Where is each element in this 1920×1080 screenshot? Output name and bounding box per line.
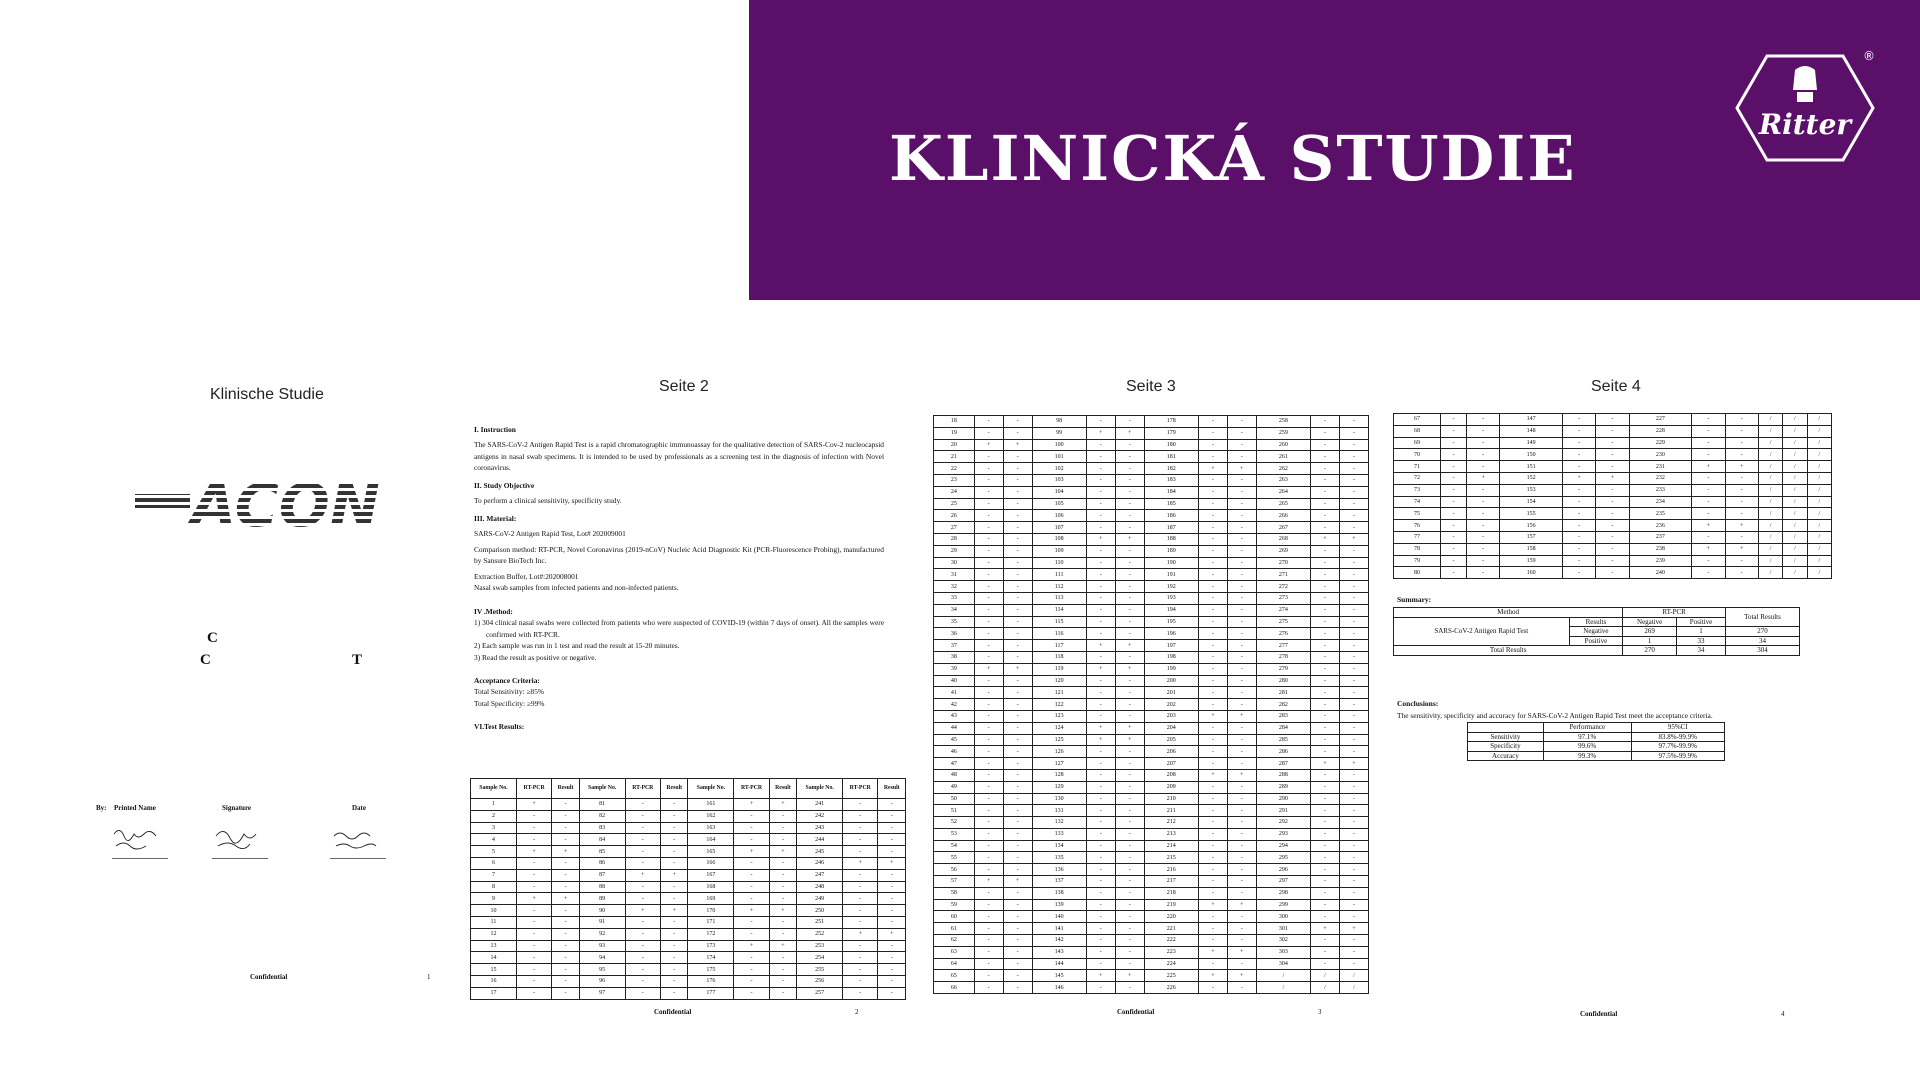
table-row: 29 - - 109 - - 189 - - 269 - -: [934, 545, 1369, 557]
page-1-number: 1: [427, 973, 431, 981]
table-row: 46 - - 126 - - 206 - - 286 - -: [934, 746, 1369, 758]
table-row: 56 - - 136 - - 216 - - 296 - -: [934, 864, 1369, 876]
table-row: 66 - - 146 - - 226 - - / / /: [934, 982, 1369, 994]
paragraph: Total Specificity: ≥99%: [474, 698, 545, 708]
svg-text:Ritter: Ritter: [1758, 108, 1852, 141]
table-row: 45 - - 125 + + 205 - - 285 - -: [934, 734, 1369, 746]
table-row: 42 - - 122 - - 202 - - 282 - -: [934, 699, 1369, 711]
svg-text:®: ®: [1863, 49, 1875, 63]
table-row: 71 - - 151 - - 231 + + / / /: [1394, 461, 1832, 473]
handwritten-signature: [212, 826, 282, 852]
table-row: 8 - - 88 - - 168 - - 248 - -: [471, 881, 906, 893]
table-row: 74 - - 154 - - 234 - - / / /: [1394, 496, 1832, 508]
table-row: 69 - - 149 - - 229 - - / / /: [1394, 437, 1832, 449]
signature-line: [212, 858, 268, 859]
paragraph: Extraction Buffer, Lot#:202008001: [474, 571, 579, 581]
table-row: 9 + + 89 - - 169 - - 249 - -: [471, 893, 906, 905]
table-row: 11 - - 91 - - 171 - - 251 - -: [471, 916, 906, 928]
table-row: 68 - - 148 - - 228 - - / / /: [1394, 425, 1832, 437]
page-2-footer: Confidential: [654, 1008, 692, 1016]
list-item: 3) Read the result as positive or negative.: [474, 652, 597, 662]
table-row: 1 + - 81 - - 161 + + 241 - -: [471, 799, 906, 811]
page-1-footer: Confidential: [250, 973, 288, 981]
paragraph: To perform a clinical sensitivity, specificity study.: [474, 496, 622, 506]
page-4-footer: Confidential: [1580, 1010, 1618, 1018]
letter-c-2: C: [200, 652, 211, 668]
results-table-page-2: Sample No. RT-PCR Result Sample No. RT-PCR Result Sample No. RT-PCR Result Sample No. RT-PCR Result 1 + - 81 - - 161 + + 241 - - 2 - - 82 - - 162 - - 242 - - 3 - - 83 - - 163 - - 243 - - 4 - - 84 - - 164 - - 244 - - 5 + + 85 - - 165 + + 245 - - 6 - - 86 - - 166 - - 246 + + 7 - - 87 + + 167 - - 247 - - 8 - - 88 - - 168 - - 248 - - 9 + + 89 - - 169 - - 249 - - 10 - - 90 + + 170 + + 250 - - 11 - - 91 - - 171 - - 251 - - 12 - - 92 - - 172 - - 252 + + 13 - - 93 - - 173 + + 253 - - 14 - - 94 - - 174 - - 254 - - 15 - - 95 - - 175 - - 255 - - 16 - - 96 - - 176 - - 256 - - 17 - - 97 - - 177 - - 257 - -: [470, 778, 906, 1000]
table-row: 77 - - 157 - - 237 - - / / /: [1394, 531, 1832, 543]
table-row: 76 - - 156 - - 236 + + / / /: [1394, 520, 1832, 532]
table-row: 14 - - 94 - - 174 - - 254 - -: [471, 952, 906, 964]
section-heading: II. Study Objective: [474, 480, 535, 490]
table-row: 62 - - 142 - - 222 - - 302 - -: [934, 935, 1369, 947]
svg-text:ACON: ACON: [190, 471, 380, 532]
table-row: 41 - - 121 - - 201 - - 281 - -: [934, 687, 1369, 699]
table-row: 70 - - 150 - - 230 - - / / /: [1394, 449, 1832, 461]
table-row: 30 - - 110 - - 190 - - 270 - -: [934, 557, 1369, 569]
table-row: 13 - - 93 - - 173 + + 253 - -: [471, 940, 906, 952]
table-row: 48 - - 128 - - 208 + + 288 - -: [934, 769, 1369, 781]
handwritten-date: [330, 826, 400, 852]
paragraph: Comparison method: RT-PCR, Novel Coronavirus (2019-nCoV) Nucleic Acid Diagnostic Kit (PCR-Fluorescence Probing), manufactured by Sansure BioTech Inc.: [474, 544, 884, 566]
table-row: 15 - - 95 - - 175 - - 255 - -: [471, 964, 906, 976]
table-row: 4 - - 84 - - 164 - - 244 - -: [471, 834, 906, 846]
table-row: 16 - - 96 - - 176 - - 256 - -: [471, 975, 906, 987]
table-row: 10 - - 90 + + 170 + + 250 - -: [471, 905, 906, 917]
table-row: 22 - - 102 - - 182 + + 262 - -: [934, 463, 1369, 475]
table-row: 31 - - 111 - - 191 - - 271 - -: [934, 569, 1369, 581]
results-table-page-4: [1393, 413, 1832, 579]
table-row: 52 - - 132 - - 212 - - 292 - -: [934, 817, 1369, 829]
table-row: 78 - - 158 - - 238 + + / / /: [1394, 543, 1832, 555]
table-row: 2 - - 82 - - 162 - - 242 - -: [471, 810, 906, 822]
ritter-logo: [1735, 48, 1875, 168]
letter-t: T: [352, 652, 363, 668]
performance-table: Performance 95%CI Sensitivity 97.1% 83.8%-99.9% Specificity 99.6% 97.7%-99.9% Accuracy 99.3% 97.5%-99.9%: [1467, 722, 1725, 761]
table-row: 80 - - 160 - - 240 - - / / /: [1394, 567, 1832, 579]
list-item: 1) 304 clinical nasal swabs were collected from patients who were suspected of COVID-19 (within 7 days of onset). All the samples were confirmed with RT-PCR.: [474, 618, 884, 639]
table-row: 38 - - 118 - - 198 - - 278 - -: [934, 651, 1369, 663]
table-row: 49 - - 129 - - 209 - - 289 - -: [934, 781, 1369, 793]
table-row: 5 + + 85 - - 165 + + 245 - -: [471, 846, 906, 858]
table-row: 44 - - 124 + + 204 - - 284 - -: [934, 722, 1369, 734]
page-3-number: 3: [1318, 1008, 1322, 1016]
section-heading: Acceptance Criteria:: [474, 675, 540, 685]
table-row: 7 - - 87 + + 167 - - 247 - -: [471, 869, 906, 881]
table-row: 51 - - 131 - - 211 - - 291 - -: [934, 805, 1369, 817]
paragraph: Total Sensitivity: ≥85%: [474, 687, 545, 697]
table-row: 60 - - 140 - - 220 - - 300 - -: [934, 911, 1369, 923]
table-row: 20 + + 100 - - 180 - - 260 - -: [934, 439, 1369, 451]
table-row: 24 - - 104 - - 184 - - 264 - -: [934, 486, 1369, 498]
paragraph: SARS-CoV-2 Antigen Rapid Test, Lot# 202009001: [474, 529, 626, 539]
table-row: 25 - - 105 - - 185 - - 265 - -: [934, 498, 1369, 510]
table-row: 67 - - 147 - - 227 - - / / /: [1394, 414, 1832, 426]
table-row: 59 - - 139 - - 219 + + 299 - -: [934, 899, 1369, 911]
table-row: 43 - - 123 - - 203 + + 283 - -: [934, 710, 1369, 722]
table-row: 39 + + 119 + + 199 - - 279 - -: [934, 663, 1369, 675]
table-row: 32 - - 112 - - 192 - - 272 - -: [934, 581, 1369, 593]
paragraph: The SARS-CoV-2 Antigen Rapid Test is a rapid chromatographic immunoassay for the qualitative detection of SARS-Cov-2 nucleocapsid antigens in nasal swab specimens. It is intended to be used by professionals as a screening test in the diagnosis of infection with Novel coronavirus.: [474, 440, 884, 473]
table-row: 34 - - 114 - - 194 - - 274 - -: [934, 604, 1369, 616]
handwritten-name: [112, 826, 182, 852]
section-heading: III. Material:: [474, 513, 517, 523]
summary-title: Summary:: [1397, 595, 1432, 604]
table-row: 63 - - 143 - - 223 + + 303 - -: [934, 946, 1369, 958]
table-row: 6 - - 86 - - 166 - - 246 + +: [471, 857, 906, 869]
table-row: 3 - - 83 - - 163 - - 243 - -: [471, 822, 906, 834]
table-row: 79 - - 159 - - 239 - - / / /: [1394, 555, 1832, 567]
table-row: 27 - - 107 - - 187 - - 267 - -: [934, 522, 1369, 534]
section-heading: VI.Test Results:: [474, 722, 525, 732]
table-row: 17 - - 97 - - 177 - - 257 - -: [471, 987, 906, 999]
table-row: 50 - - 130 - - 210 - - 290 - -: [934, 793, 1369, 805]
signature-line: [112, 858, 168, 859]
table-row: 33 - - 113 - - 193 - - 273 - -: [934, 592, 1369, 604]
section-heading: I. Instruction: [474, 425, 516, 434]
acon-logo: [135, 470, 385, 532]
table-row: 36 - - 116 - - 196 - - 276 - -: [934, 628, 1369, 640]
table-row: 65 - - 145 + + 225 + + / / /: [934, 970, 1369, 982]
banner-title: KLINICKÁ STUDIE: [889, 122, 1577, 195]
table-row: 58 - - 138 - - 218 - - 298 - -: [934, 887, 1369, 899]
table-row: 73 - - 153 - - 233 - - / / /: [1394, 484, 1832, 496]
page-2-number: 2: [855, 1008, 859, 1016]
table-row: 72 - + 152 + + 232 - - / / /: [1394, 472, 1832, 484]
page-2-text: [474, 418, 884, 733]
table-row: 28 - - 108 + + 188 - - 268 + +: [934, 533, 1369, 545]
page-3-label: Seite 3: [1126, 378, 1176, 395]
table-row: 54 - - 134 - - 214 - - 294 - -: [934, 840, 1369, 852]
page-4-number: 4: [1781, 1010, 1785, 1018]
section-heading: IV .Method:: [474, 606, 513, 616]
table-row: 21 - - 101 - - 181 - - 261 - -: [934, 451, 1369, 463]
table-row: 19 - - 99 + + 179 - - 259 - -: [934, 427, 1369, 439]
page-4-label: Seite 4: [1591, 378, 1641, 395]
table-row: 40 - - 120 - - 200 - - 280 - -: [934, 675, 1369, 687]
page-1-label: Klinische Studie: [210, 386, 324, 403]
summary-table: Method RT-PCR Total Results SARS-CoV-2 Antigen Rapid Test Results Negative Positive Negative 269 1 270 Positive 1 33 34 Total Results 270 34 304: [1393, 607, 1800, 656]
page-3-footer: Confidential: [1117, 1008, 1155, 1016]
table-row: 75 - - 155 - - 235 - - / / /: [1394, 508, 1832, 520]
paragraph: Nasal swab samples from infected patients and non-infected patients.: [474, 583, 679, 593]
table-row: 57 + + 137 - - 217 - - 297 - -: [934, 876, 1369, 888]
results-table-page-3: [933, 415, 1369, 994]
page-2-label: Seite 2: [659, 378, 709, 395]
conclusions-title: Conclusions:: [1397, 699, 1439, 708]
letter-c-1: C: [207, 630, 218, 646]
table-row: 23 - - 103 - - 183 - - 263 - -: [934, 474, 1369, 486]
table-row: 61 - - 141 - - 221 - - 301 + +: [934, 923, 1369, 935]
table-row: 37 - - 117 + + 197 - - 277 - -: [934, 640, 1369, 652]
table-row: 18 - - 98 - - 178 - - 258 - -: [934, 416, 1369, 428]
header-banner: [749, 0, 1920, 300]
table-row: 55 - - 135 - - 215 - - 295 - -: [934, 852, 1369, 864]
table-row: 26 - - 106 - - 186 - - 266 - -: [934, 510, 1369, 522]
signature-line: [330, 858, 386, 859]
table-row: 12 - - 92 - - 172 - - 252 + +: [471, 928, 906, 940]
conclusions-text: The sensitivity, specificity and accuracy for SARS-CoV-2 Antigen Rapid Test meet the acceptance criteria.: [1397, 711, 1713, 720]
list-item: 2) Each sample was run in 1 test and read the result at 15-20 minutes.: [474, 641, 680, 651]
table-row: 53 - - 133 - - 213 - - 293 - -: [934, 828, 1369, 840]
table-row: 47 - - 127 - - 207 - - 287 + +: [934, 758, 1369, 770]
table-row: 64 - - 144 - - 224 - - 304 - -: [934, 958, 1369, 970]
table-row: 35 - - 115 - - 195 - - 275 - -: [934, 616, 1369, 628]
